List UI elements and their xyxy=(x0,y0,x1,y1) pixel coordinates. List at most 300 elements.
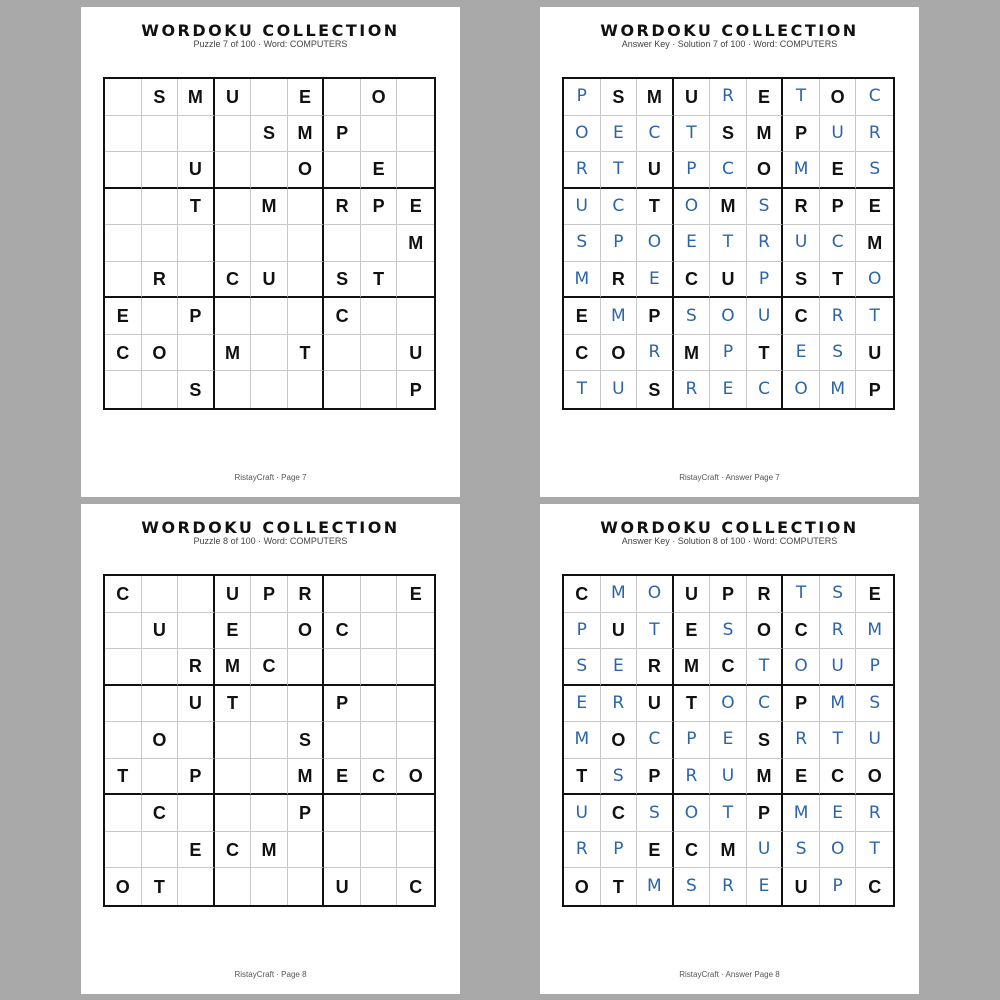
given-letter: T xyxy=(576,766,588,787)
solution-letter: U xyxy=(868,729,881,750)
grid-cell xyxy=(710,832,747,869)
grid-cell xyxy=(324,868,361,905)
given-letter: T xyxy=(758,342,770,363)
grid-cell xyxy=(637,649,674,686)
given-letter: R xyxy=(647,656,661,677)
grid-cell xyxy=(674,116,711,153)
solution-letter: R xyxy=(868,802,881,823)
given-letter: O xyxy=(757,159,772,180)
grid-cell xyxy=(105,686,142,723)
grid-cell xyxy=(637,335,674,372)
given-letter: P xyxy=(336,123,349,144)
grid-cell xyxy=(361,649,398,686)
grid-cell xyxy=(288,722,325,759)
grid-cell xyxy=(397,649,434,686)
grid-cell xyxy=(324,371,361,408)
grid-cell xyxy=(361,868,398,905)
solution-letter: E xyxy=(612,122,624,143)
grid-cell xyxy=(564,722,601,759)
grid-cell xyxy=(674,298,711,335)
solution-letter: E xyxy=(722,729,734,750)
given-letter: O xyxy=(152,729,167,750)
given-letter: P xyxy=(262,583,275,604)
grid-cell xyxy=(820,79,857,116)
given-letter: M xyxy=(297,766,313,787)
given-letter: T xyxy=(299,342,311,363)
grid-cell xyxy=(178,298,215,335)
grid-cell xyxy=(820,298,857,335)
given-letter: O xyxy=(830,86,845,107)
solution-letter: T xyxy=(795,583,807,604)
grid-cell xyxy=(564,189,601,226)
given-letter: C xyxy=(225,269,239,290)
grid-cell xyxy=(397,868,434,905)
grid-cell xyxy=(178,371,215,408)
grid-cell xyxy=(142,613,179,650)
solution-letter: R xyxy=(612,692,625,713)
grid-cell xyxy=(324,79,361,116)
solution-letter: E xyxy=(758,876,770,897)
grid-cell xyxy=(142,225,179,262)
given-letter: C xyxy=(794,306,808,327)
solution-letter: T xyxy=(576,379,587,400)
grid-cell xyxy=(710,152,747,189)
given-letter: O xyxy=(757,620,772,641)
given-letter: P xyxy=(795,693,808,714)
solution-letter: O xyxy=(721,305,735,326)
grid-cell xyxy=(637,686,674,723)
solution-letter: E xyxy=(832,802,844,823)
given-letter: E xyxy=(299,86,312,107)
grid-cell xyxy=(637,868,674,905)
solution-letter: R xyxy=(868,122,881,143)
given-letter: P xyxy=(831,196,844,217)
grid-cell xyxy=(142,262,179,299)
given-letter: U xyxy=(188,159,202,180)
grid-cell xyxy=(783,795,820,832)
grid-cell xyxy=(710,371,747,408)
grid-cell xyxy=(674,613,711,650)
given-letter: M xyxy=(646,86,662,107)
grid-cell xyxy=(251,868,288,905)
grid-cell xyxy=(856,335,893,372)
given-letter: O xyxy=(115,876,130,897)
grid-cell xyxy=(637,795,674,832)
grid-cell xyxy=(747,832,784,869)
given-letter: T xyxy=(685,693,697,714)
given-letter: C xyxy=(372,766,386,787)
grid-cell xyxy=(710,335,747,372)
solution-letter: U xyxy=(575,195,588,216)
page-subtitle: Answer Key · Solution 8 of 100 · Word: COMPUTERS xyxy=(621,536,838,546)
grid-cell xyxy=(856,189,893,226)
grid-cell xyxy=(397,335,434,372)
grid-cell xyxy=(251,576,288,613)
grid-cell xyxy=(361,832,398,869)
grid-cell xyxy=(215,832,252,869)
grid-cell xyxy=(251,189,288,226)
grid-cell xyxy=(105,613,142,650)
given-letter: C xyxy=(409,876,423,897)
grid-cell xyxy=(783,79,820,116)
grid-cell xyxy=(783,686,820,723)
solution-letter: S xyxy=(648,802,660,823)
grid-cell xyxy=(215,262,252,299)
given-letter: R xyxy=(152,269,166,290)
given-letter: M xyxy=(720,196,736,217)
solution-letter: T xyxy=(758,655,770,676)
grid-cell xyxy=(674,189,711,226)
grid-cell xyxy=(361,262,398,299)
page-title: WORDOKU COLLECTION xyxy=(600,21,859,40)
given-letter: O xyxy=(574,876,589,897)
grid-cell xyxy=(178,613,215,650)
solution-letter: S xyxy=(722,619,734,640)
solution-letter: S xyxy=(795,839,807,860)
given-letter: C xyxy=(262,656,276,677)
grid-cell xyxy=(215,686,252,723)
grid-cell xyxy=(215,116,252,153)
grid-cell xyxy=(288,613,325,650)
grid-cell xyxy=(674,225,711,262)
solution-letter: O xyxy=(721,692,735,713)
solution-letter: E xyxy=(576,692,588,713)
grid-cell xyxy=(142,759,179,796)
given-letter: M xyxy=(297,123,313,144)
grid-cell xyxy=(361,79,398,116)
solution-letter: O xyxy=(794,655,808,676)
grid-cell xyxy=(674,79,711,116)
solution-letter: M xyxy=(610,305,626,326)
grid-cell xyxy=(142,868,179,905)
solution-letter: P xyxy=(576,619,587,640)
grid-cell xyxy=(288,576,325,613)
given-letter: R xyxy=(335,196,349,217)
grid-cell xyxy=(710,189,747,226)
given-letter: C xyxy=(335,620,349,641)
solution-letter: T xyxy=(722,802,734,823)
grid-cell xyxy=(361,189,398,226)
solution-letter: R xyxy=(685,765,698,786)
grid-cell xyxy=(178,868,215,905)
solution-letter: S xyxy=(612,765,624,786)
page-puzzle-8 xyxy=(81,504,460,994)
grid-cell xyxy=(637,371,674,408)
solution-letter: S xyxy=(758,195,770,216)
grid-cell xyxy=(856,795,893,832)
grid-cell xyxy=(710,116,747,153)
grid-cell xyxy=(251,79,288,116)
solution-letter: O xyxy=(647,232,662,253)
given-letter: O xyxy=(298,159,313,180)
grid-cell xyxy=(178,152,215,189)
given-letter: T xyxy=(612,876,624,897)
grid-cell xyxy=(856,262,893,299)
grid-cell xyxy=(601,152,638,189)
given-letter: U xyxy=(684,583,698,604)
grid-cell xyxy=(674,686,711,723)
given-letter: R xyxy=(757,583,771,604)
grid-cell xyxy=(324,686,361,723)
given-letter: R xyxy=(794,196,808,217)
grid-cell xyxy=(251,686,288,723)
given-letter: O xyxy=(408,766,423,787)
given-letter: S xyxy=(153,86,166,107)
grid-cell xyxy=(361,152,398,189)
grid-cell xyxy=(105,116,142,153)
grid-cell xyxy=(397,371,434,408)
grid-cell xyxy=(324,225,361,262)
given-letter: E xyxy=(116,306,129,327)
grid-cell xyxy=(601,262,638,299)
given-letter: E xyxy=(868,196,881,217)
solution-letter: C xyxy=(648,729,661,750)
grid-cell xyxy=(856,116,893,153)
grid-cell xyxy=(215,722,252,759)
given-letter: M xyxy=(187,86,203,107)
solution-letter: P xyxy=(758,268,770,289)
given-letter: C xyxy=(225,839,239,860)
grid-cell xyxy=(601,576,638,613)
solution-letter: P xyxy=(576,86,587,107)
grid-cell xyxy=(105,79,142,116)
grid-cell xyxy=(783,262,820,299)
grid-cell xyxy=(105,152,142,189)
grid-cell xyxy=(215,649,252,686)
solution-letter: C xyxy=(831,232,844,253)
given-letter: P xyxy=(189,306,202,327)
grid-cell xyxy=(674,576,711,613)
grid-cell xyxy=(142,649,179,686)
grid-cell xyxy=(251,116,288,153)
grid-cell xyxy=(288,649,325,686)
grid-cell xyxy=(324,722,361,759)
solution-letter: M xyxy=(610,583,626,604)
page-footer: RistayCraft · Page 7 xyxy=(234,473,307,482)
given-letter: U xyxy=(225,86,239,107)
solution-letter: C xyxy=(868,86,881,107)
grid-cell xyxy=(783,189,820,226)
grid-cell xyxy=(747,759,784,796)
given-letter: U xyxy=(262,269,276,290)
grid-cell xyxy=(288,298,325,335)
solution-letter: P xyxy=(613,839,624,860)
grid-cell xyxy=(251,649,288,686)
given-letter: C xyxy=(684,839,698,860)
grid-cell xyxy=(601,189,638,226)
given-letter: U xyxy=(611,620,625,641)
given-letter: U xyxy=(188,693,202,714)
grid-cell xyxy=(637,225,674,262)
given-letter: C xyxy=(116,342,130,363)
solution-letter: O xyxy=(647,583,662,604)
given-letter: C xyxy=(575,583,589,604)
grid-cell xyxy=(783,832,820,869)
grid-cell xyxy=(215,576,252,613)
grid-cell xyxy=(564,335,601,372)
grid-cell xyxy=(215,189,252,226)
grid-cell xyxy=(564,795,601,832)
grid-cell xyxy=(856,152,893,189)
grid-cell xyxy=(820,152,857,189)
grid-cell xyxy=(856,79,893,116)
solution-letter: M xyxy=(830,692,845,713)
grid-cell xyxy=(397,152,434,189)
grid-cell xyxy=(820,759,857,796)
grid-cell xyxy=(856,613,893,650)
grid-cell xyxy=(747,298,784,335)
grid-cell xyxy=(747,116,784,153)
given-letter: U xyxy=(647,693,661,714)
solution-letter: S xyxy=(832,583,844,604)
puzzle-grid xyxy=(103,77,436,410)
given-letter: E xyxy=(409,583,422,604)
solution-letter: S xyxy=(686,876,697,897)
given-letter: C xyxy=(868,876,882,897)
grid-cell xyxy=(251,335,288,372)
grid-cell xyxy=(288,686,325,723)
given-letter: T xyxy=(153,876,165,897)
grid-cell xyxy=(856,649,893,686)
grid-cell xyxy=(142,832,179,869)
grid-cell xyxy=(856,759,893,796)
solution-letter: R xyxy=(575,158,588,179)
given-letter: U xyxy=(684,86,698,107)
grid-cell xyxy=(178,832,215,869)
grid-cell xyxy=(397,262,434,299)
solution-letter: T xyxy=(613,158,624,179)
solution-letter: P xyxy=(686,158,697,179)
grid-cell xyxy=(564,79,601,116)
grid-cell xyxy=(710,225,747,262)
grid-cell xyxy=(397,722,434,759)
grid-cell xyxy=(783,613,820,650)
solution-letter: U xyxy=(831,122,844,143)
solution-letter: O xyxy=(794,379,808,400)
grid-cell xyxy=(361,686,398,723)
grid-cell xyxy=(324,116,361,153)
grid-cell xyxy=(288,832,325,869)
solution-letter: U xyxy=(831,655,844,676)
grid-cell xyxy=(783,225,820,262)
grid-cell xyxy=(674,832,711,869)
page-puzzle-7 xyxy=(81,7,460,497)
grid-cell xyxy=(215,759,252,796)
page-answer-7 xyxy=(540,7,919,497)
grid-cell xyxy=(397,298,434,335)
given-letter: U xyxy=(794,876,808,897)
grid-cell xyxy=(637,116,674,153)
grid-cell xyxy=(251,152,288,189)
grid-cell xyxy=(564,759,601,796)
grid-cell xyxy=(820,832,857,869)
given-letter: C xyxy=(831,766,845,787)
grid-cell xyxy=(215,79,252,116)
grid-cell xyxy=(105,649,142,686)
grid-cell xyxy=(251,613,288,650)
grid-cell xyxy=(361,335,398,372)
page-footer: RistayCraft · Answer Page 8 xyxy=(679,970,780,979)
solution-letter: T xyxy=(795,86,807,107)
page-title: WORDOKU COLLECTION xyxy=(141,21,400,40)
given-letter: C xyxy=(575,342,589,363)
grid-cell xyxy=(178,722,215,759)
grid-cell xyxy=(288,759,325,796)
grid-cell xyxy=(564,298,601,335)
grid-cell xyxy=(783,649,820,686)
given-letter: S xyxy=(648,379,661,400)
grid-cell xyxy=(783,868,820,905)
grid-cell xyxy=(564,576,601,613)
grid-cell xyxy=(783,722,820,759)
given-letter: P xyxy=(372,196,385,217)
grid-cell xyxy=(820,225,857,262)
grid-cell xyxy=(288,371,325,408)
given-letter: O xyxy=(611,342,626,363)
grid-cell xyxy=(361,298,398,335)
solution-letter: O xyxy=(684,195,699,216)
grid-cell xyxy=(747,722,784,759)
given-letter: C xyxy=(721,656,735,677)
grid-cell xyxy=(820,722,857,759)
given-letter: T xyxy=(832,269,844,290)
solution-letter: R xyxy=(575,839,588,860)
grid-cell xyxy=(601,116,638,153)
solution-letter: T xyxy=(722,232,734,253)
page-answer-8 xyxy=(540,504,919,994)
given-letter: P xyxy=(758,803,771,824)
given-letter: S xyxy=(336,269,349,290)
grid-cell xyxy=(142,335,179,372)
grid-cell xyxy=(856,298,893,335)
grid-cell xyxy=(215,613,252,650)
solution-letter: U xyxy=(757,305,771,326)
grid-cell xyxy=(674,868,711,905)
grid-cell xyxy=(288,335,325,372)
grid-cell xyxy=(251,759,288,796)
given-letter: C xyxy=(794,620,808,641)
grid-cell xyxy=(178,649,215,686)
grid-cell xyxy=(251,832,288,869)
grid-cell xyxy=(710,686,747,723)
grid-cell xyxy=(142,576,179,613)
grid-cell xyxy=(747,225,784,262)
grid-cell xyxy=(564,613,601,650)
grid-cell xyxy=(397,759,434,796)
grid-cell xyxy=(142,189,179,226)
given-letter: P xyxy=(795,123,808,144)
given-letter: O xyxy=(371,86,386,107)
given-letter: P xyxy=(299,803,312,824)
given-letter: E xyxy=(648,839,661,860)
grid-cell xyxy=(710,795,747,832)
given-letter: S xyxy=(758,729,771,750)
grid-cell xyxy=(783,371,820,408)
grid-cell xyxy=(397,795,434,832)
given-letter: T xyxy=(117,766,129,787)
given-letter: C xyxy=(684,269,698,290)
grid-cell xyxy=(637,576,674,613)
grid-cell xyxy=(251,298,288,335)
grid-cell xyxy=(747,613,784,650)
grid-cell xyxy=(747,79,784,116)
given-letter: U xyxy=(225,583,239,604)
grid-cell xyxy=(178,795,215,832)
grid-cell xyxy=(251,225,288,262)
solution-letter: E xyxy=(795,342,807,363)
grid-cell xyxy=(142,371,179,408)
grid-cell xyxy=(288,868,325,905)
